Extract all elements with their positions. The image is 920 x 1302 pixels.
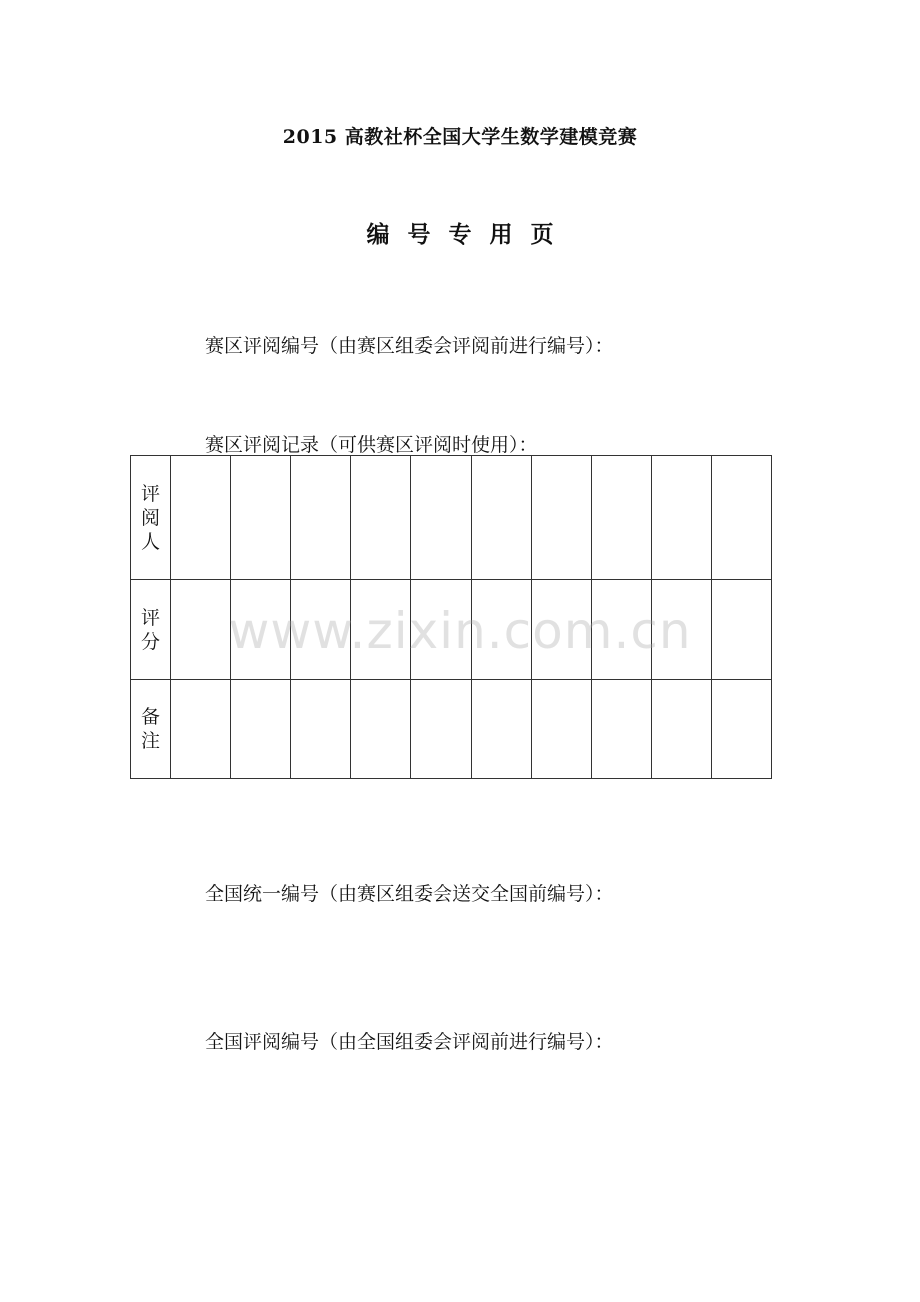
blank-cell[interactable] [591,456,651,580]
document-subtitle: 编号专用页 [366,221,572,248]
blank-cell[interactable] [171,456,231,580]
blank-cell[interactable] [291,580,351,680]
blank-cell[interactable] [171,580,231,680]
blank-cell[interactable] [651,680,711,779]
row-header [131,680,171,779]
document-title: 2015 高教社杯全国大学生数学建模竞赛 [282,126,638,148]
blank-cell[interactable] [471,456,531,580]
blank-cell[interactable] [351,456,411,580]
blank-cell[interactable] [291,456,351,580]
row-header-char: 评 [141,482,161,505]
blank-cell[interactable] [591,580,651,680]
blank-cell[interactable] [651,580,711,680]
blank-cell[interactable] [411,580,471,680]
zone-review-record-label: 赛区评阅记录（可供赛区评阅时使用）： [205,434,538,456]
row-header [131,456,171,580]
blank-cell[interactable] [651,456,711,580]
row-header-char: 人 [141,530,161,553]
blank-cell[interactable] [531,456,591,580]
blank-cell[interactable] [351,680,411,779]
zone-review-number-label: 赛区评阅编号（由赛区组委会评阅前进行编号）： [205,335,614,357]
row-header-char: 注 [141,730,161,752]
score-row [131,580,772,680]
blank-cell[interactable] [471,680,531,779]
blank-cell[interactable] [231,680,291,779]
blank-cell[interactable] [411,680,471,779]
blank-cell[interactable] [291,680,351,779]
remarks-row [131,680,772,779]
row-header [131,580,171,680]
blank-cell[interactable] [351,580,411,680]
blank-cell[interactable] [411,456,471,580]
row-header-char: 阅 [141,506,161,529]
row-header-char: 评 [141,606,161,629]
review-record-table [130,455,772,779]
row-header-char: 分 [141,630,161,653]
blank-cell[interactable] [711,456,771,580]
blank-cell[interactable] [711,680,771,779]
blank-cell[interactable] [531,680,591,779]
blank-cell[interactable] [471,580,531,680]
blank-cell[interactable] [231,580,291,680]
national-review-number-label: 全国评阅编号（由全国组委会评阅前进行编号）： [205,1031,614,1053]
blank-cell[interactable] [171,680,231,779]
blank-cell[interactable] [591,680,651,779]
national-unified-number-label: 全国统一编号（由赛区组委会送交全国前编号）： [205,883,614,905]
blank-cell[interactable] [231,456,291,580]
watermark: www.zixin.com.cn [228,602,692,660]
reviewer-row [131,456,772,580]
blank-cell[interactable] [531,580,591,680]
blank-cell[interactable] [711,580,771,680]
row-header-char: 备 [141,706,161,728]
